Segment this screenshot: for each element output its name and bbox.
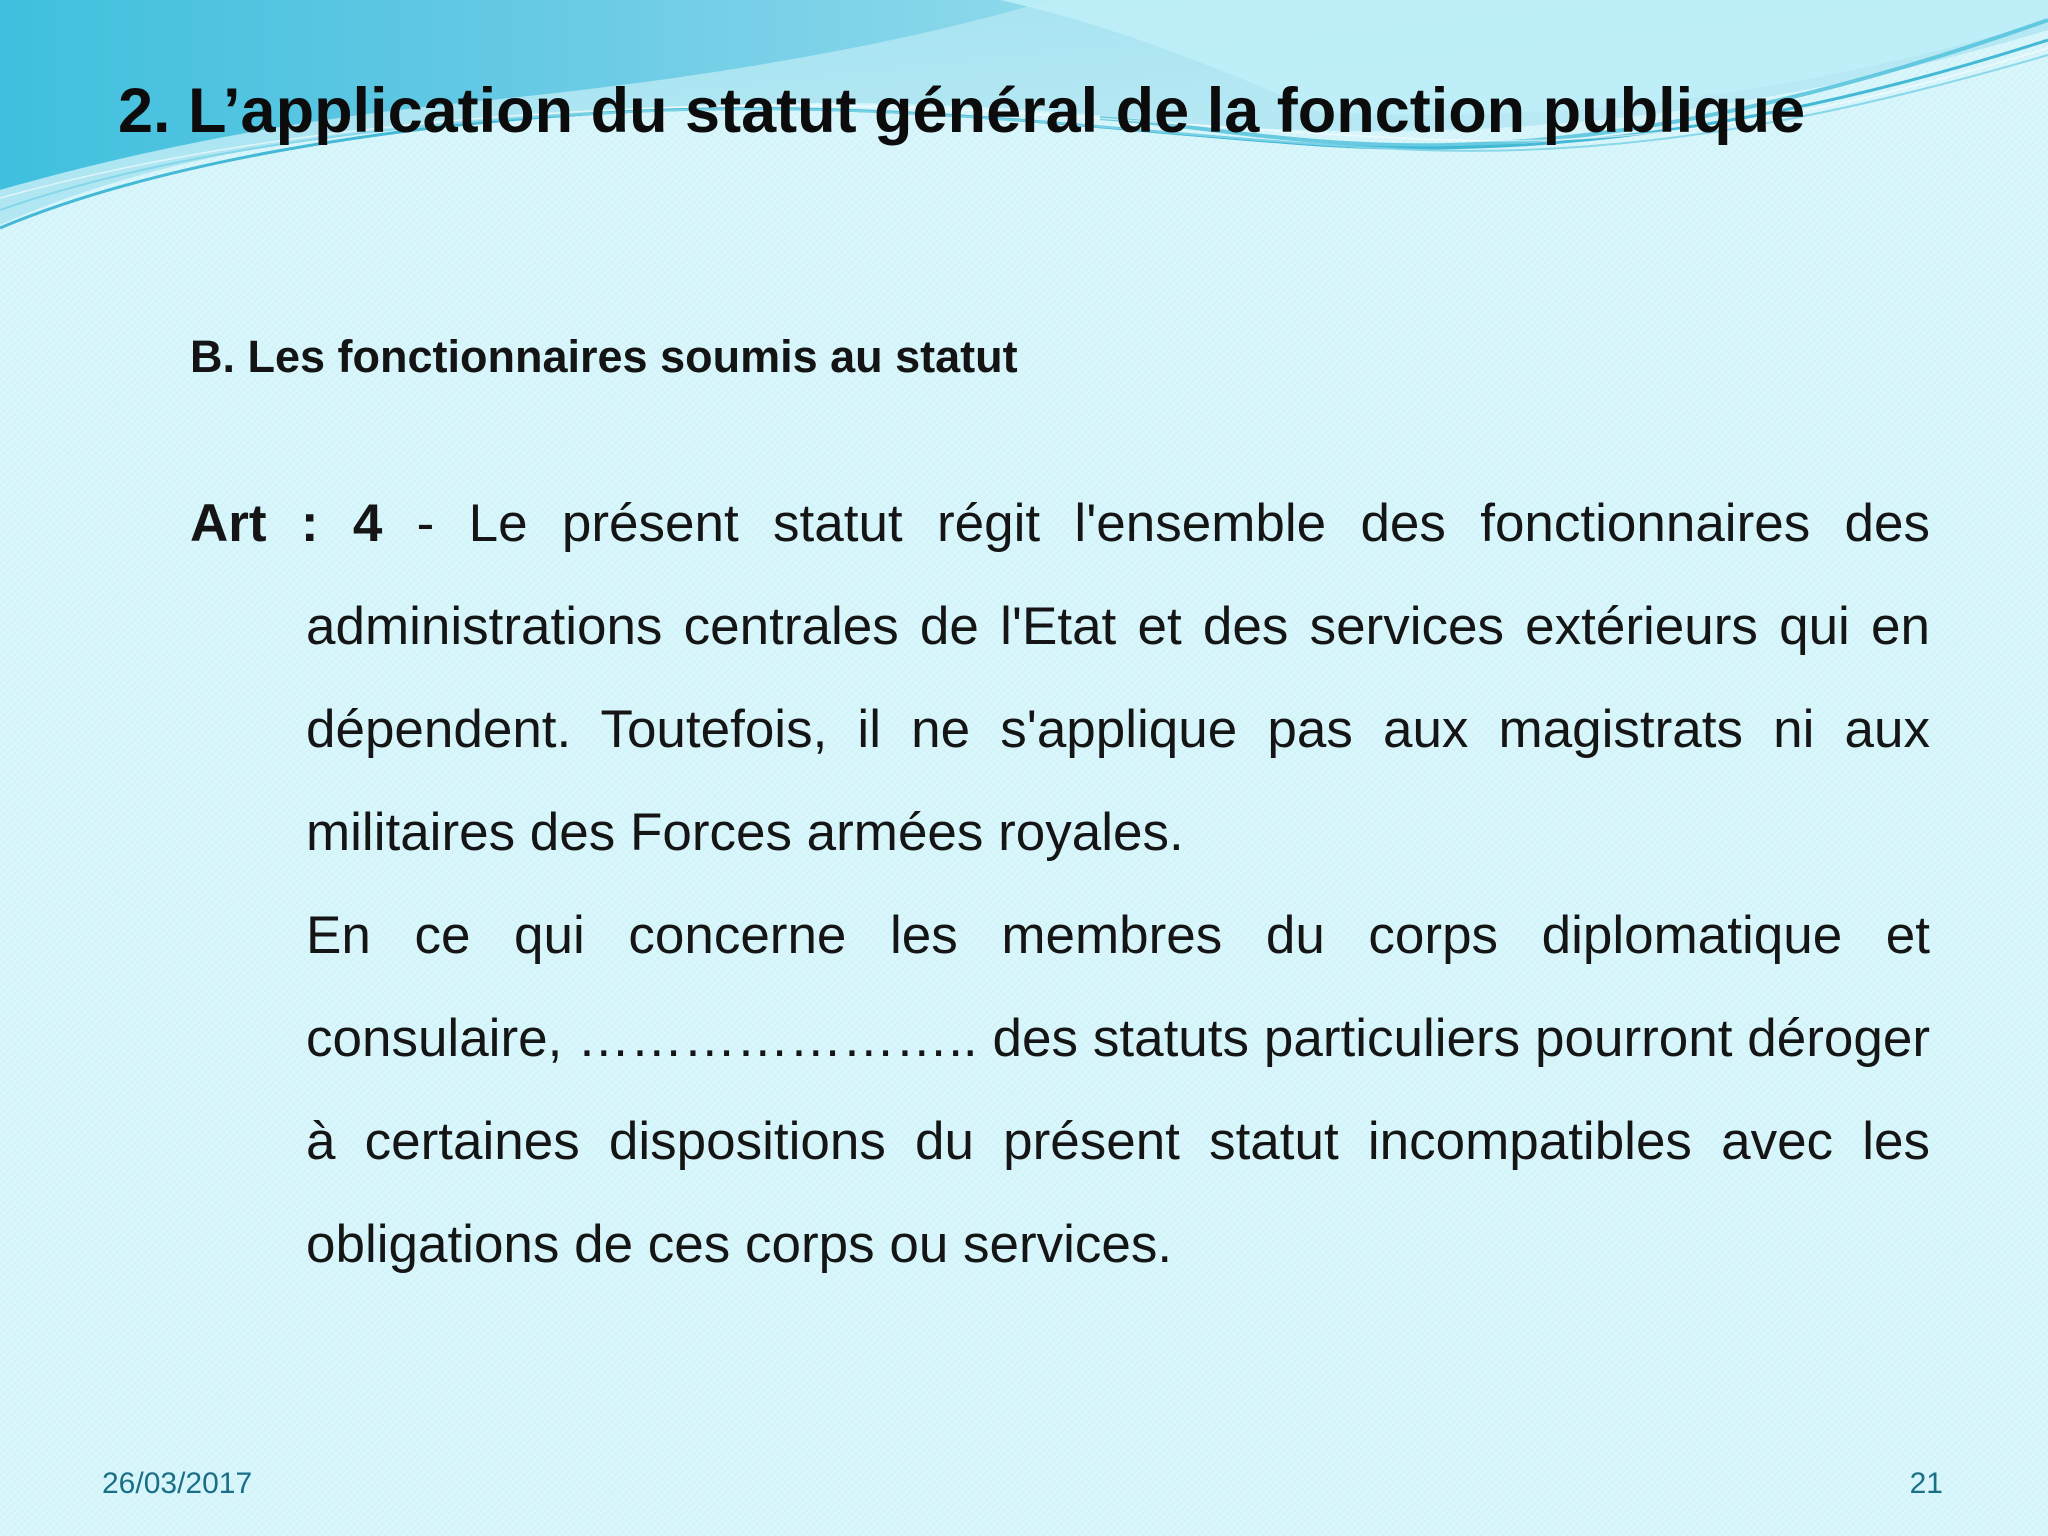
slide-title: 2. L’application du statut général de la fonction publique (118, 76, 1806, 146)
footer-date: 26/03/2017 (102, 1467, 253, 1500)
article-paragraph-2: En ce qui concerne les membres du corps diplomatique et consulaire, ………………….. des statuts particuliers pourront déroger à certaines dispositions du présent statut incompatibles avec les obligations de ces corps ou services. (306, 906, 1930, 1274)
section-subtitle: B. Les fonctionnaires soumis au statut (190, 331, 1018, 382)
article-text (190, 472, 1930, 1296)
article-paragraph-1: - Le présent statut régit l'ensemble des fonctionnaires des administrations centrales de l'Etat et des services extérieurs qui en dépendent. Toutefois, il ne s'applique pas aux magistrats ni aux militaires des Forces armées royales. (306, 494, 1930, 862)
page-number: 21 (1909, 1467, 1943, 1500)
article-label: Art : 4 (190, 494, 383, 553)
